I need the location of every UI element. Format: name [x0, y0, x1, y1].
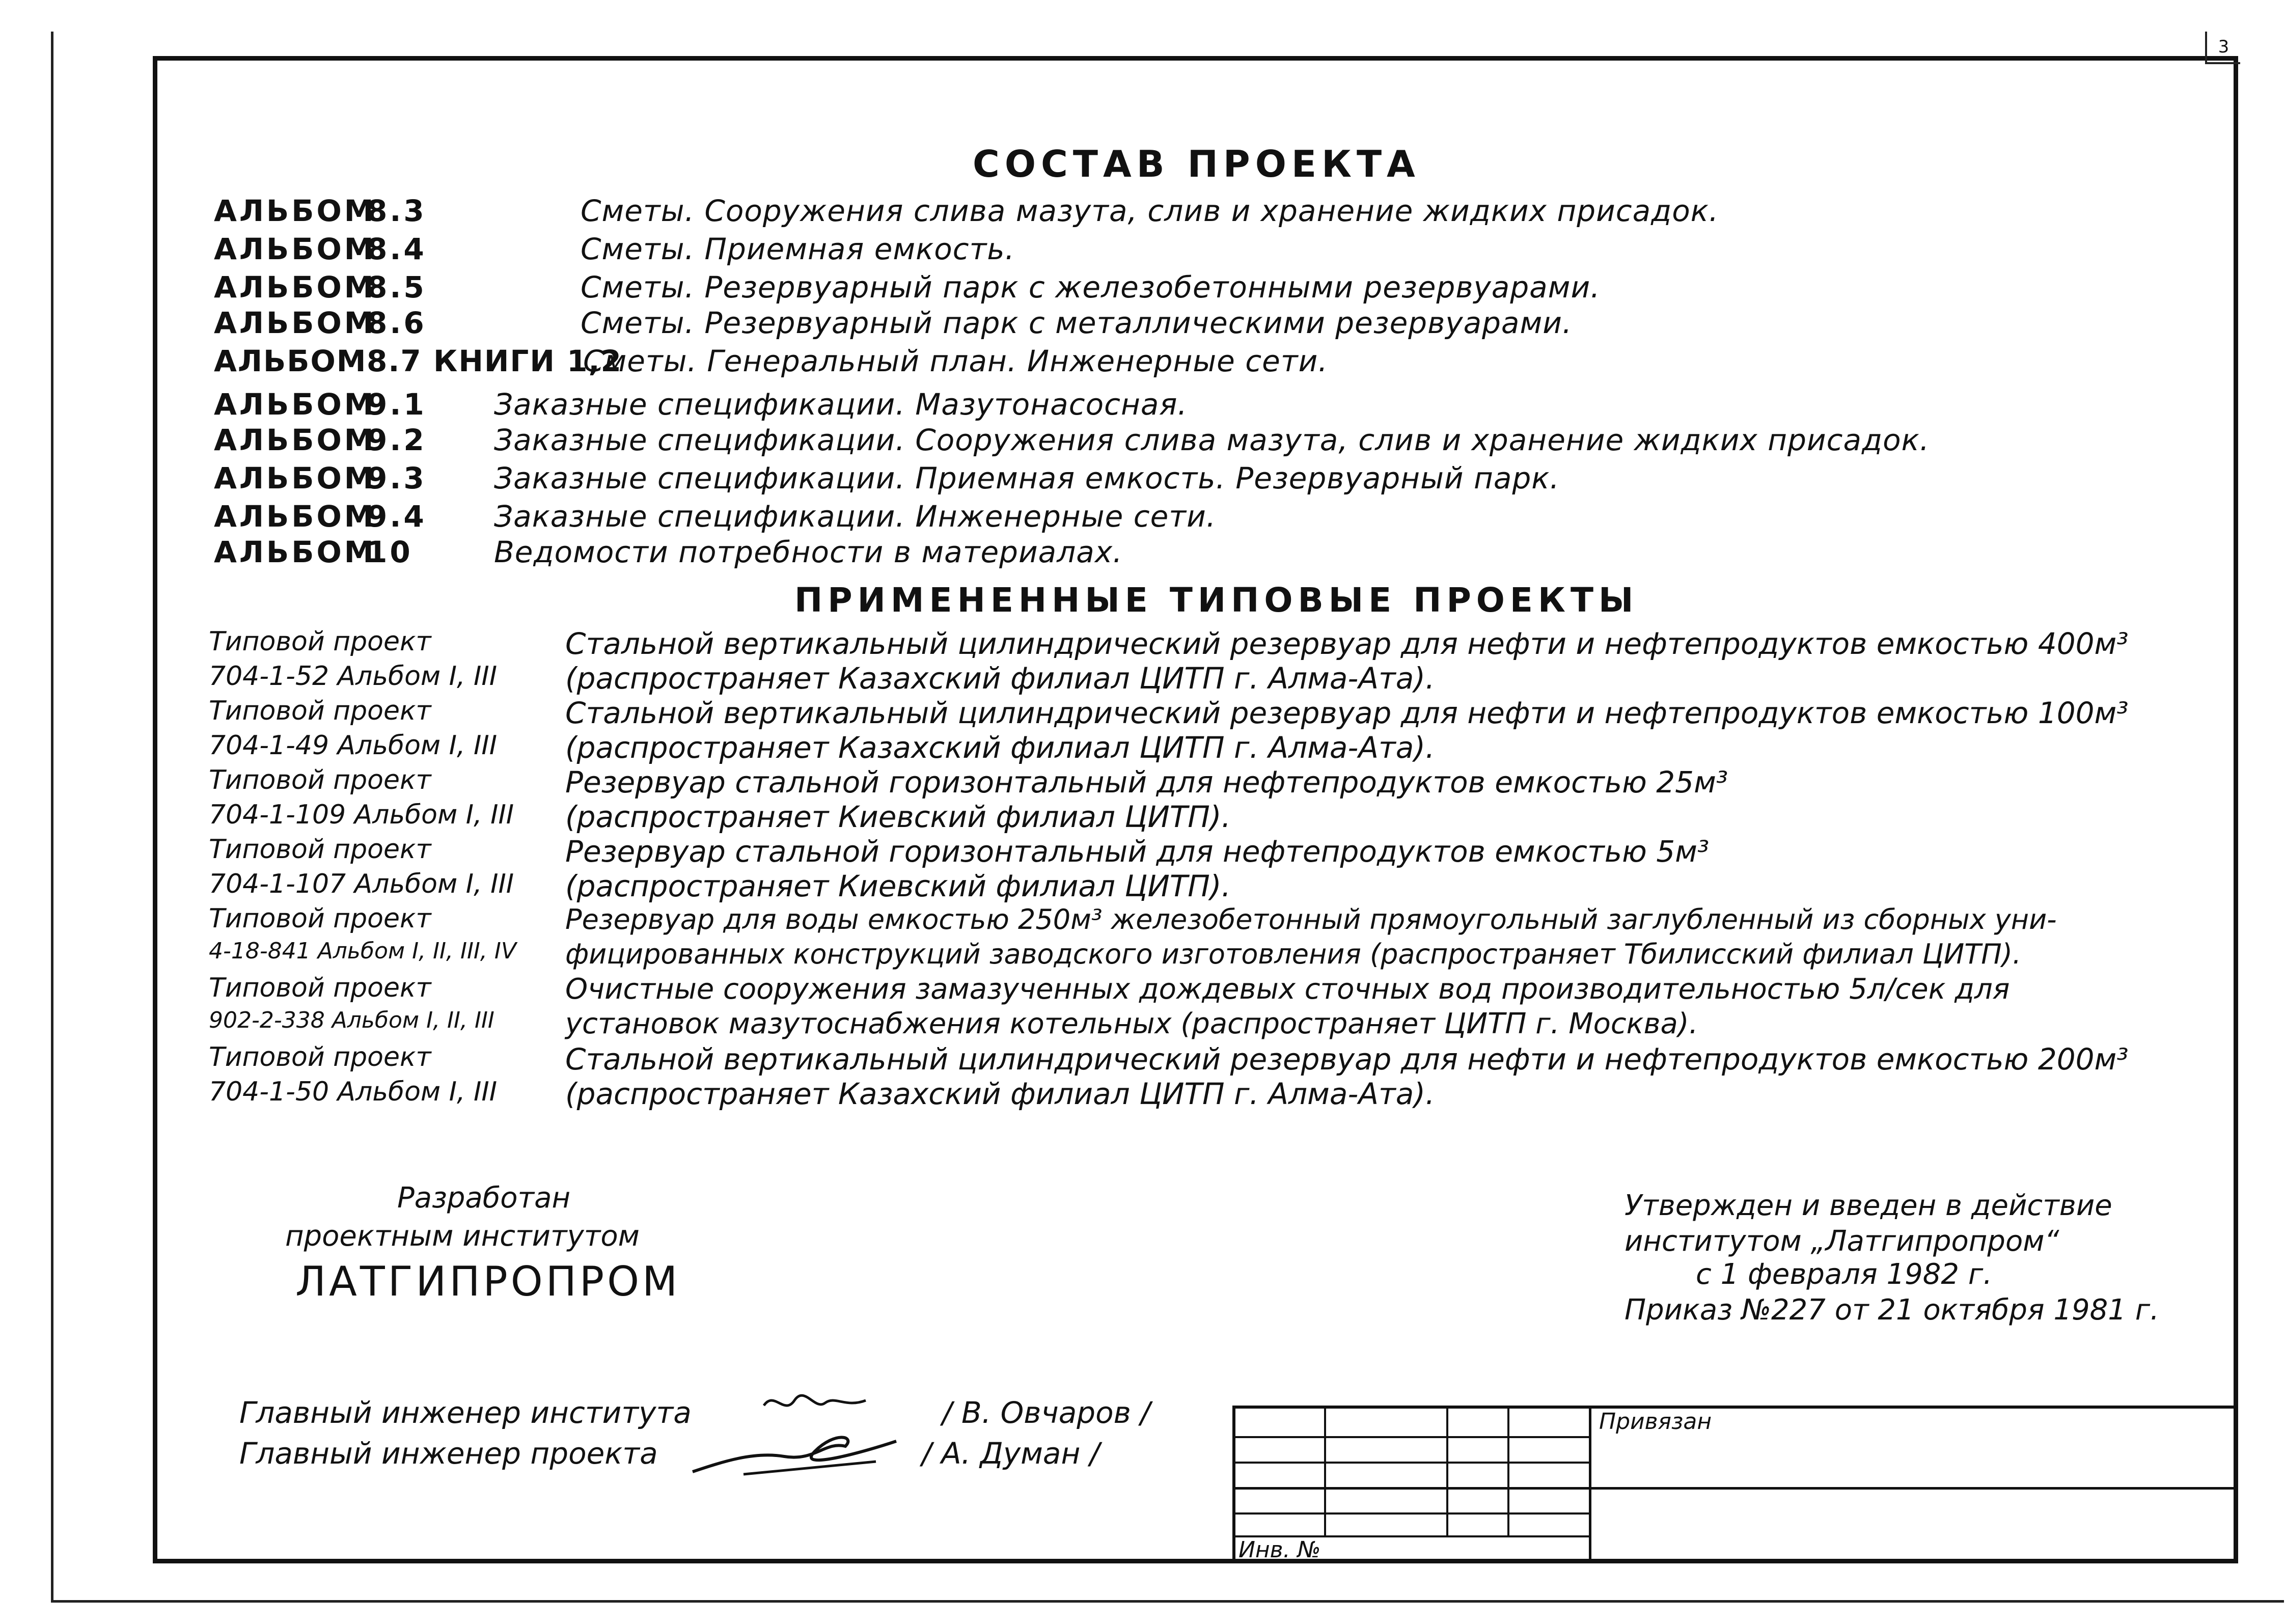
project-code: 902-2-338 Альбом I, II, III: [209, 1007, 494, 1033]
signature-mark: [693, 1438, 896, 1472]
album-content: Сметы. Резервуарный парк с металлическими резервуарами.: [581, 306, 1573, 340]
signature-mark: [744, 1462, 876, 1474]
project-label: Типовой проект: [209, 696, 431, 726]
signer-name: / А. Думан /: [922, 1436, 1100, 1471]
approval-line: Утвержден и введен в действие: [1625, 1189, 2112, 1222]
title-block-rule: [1232, 1487, 2238, 1490]
album-content: Заказные спецификации. Мазутонасосная.: [494, 387, 1188, 422]
title-block-rule: [1324, 1406, 1326, 1535]
title-block-rule: [1232, 1436, 1589, 1438]
project-description: Резервуар стальной горизонтальный для нефтепродуктов емкостью 25м³: [565, 765, 1728, 800]
project-code: 704-1-52 Альбом I, III: [209, 661, 498, 692]
chief-engineer-project-label: Главный инженер проекта: [239, 1436, 658, 1471]
album-row: АЛЬБОМ8.7 КНИГИ 1,2: [214, 344, 622, 378]
project-description: (распространяет Казахский филиал ЦИТП г. Алма-Ата).: [565, 661, 1435, 696]
signer-name: / В. Овчаров /: [942, 1395, 1150, 1430]
title-block-rule: [1446, 1406, 1448, 1535]
project-code: 704-1-50 Альбом I, III: [209, 1077, 498, 1107]
title-block-rule: [1589, 1406, 1591, 1563]
inventory-number-label: Инв. №: [1238, 1537, 1321, 1563]
project-code: 704-1-109 Альбом I, III: [209, 800, 514, 830]
project-description: (распространяет Казахский филиал ЦИТП г. Алма-Ата).: [565, 730, 1435, 765]
album-content: Сметы. Сооружения слива мазута, слив и хранение жидких присадок.: [581, 194, 1719, 228]
sheet-number: 3: [2205, 32, 2240, 64]
title-block-rule: [1232, 1512, 1589, 1515]
signature-scribbles: [682, 1385, 927, 1492]
project-code: 4-18-841 Альбом I, II, III, IV: [209, 938, 516, 964]
title-block-rule: [1232, 1406, 2238, 1409]
project-label: Типовой проект: [209, 903, 431, 934]
project-label: Типовой проект: [209, 765, 431, 795]
chief-engineer-institute-label: Главный инженер института: [239, 1395, 692, 1430]
developed-by-institute-label: проектным институтом: [285, 1220, 640, 1253]
album-content: Сметы. Приемная емкость.: [581, 232, 1015, 266]
developed-by-label: Разработан: [397, 1181, 571, 1215]
album-content: Заказные спецификации. Инженерные сети.: [494, 499, 1217, 534]
project-description: Резервуар для воды емкостью 250м³ железобетонный прямоугольный заглубленный из сборных уни-: [565, 903, 2057, 935]
approval-date: с 1 февраля 1982 г.: [1696, 1258, 1993, 1291]
tied-label: Привязан: [1599, 1409, 1712, 1435]
album-row: АЛЬБОМ8.5: [214, 270, 427, 305]
project-label: Типовой проект: [209, 626, 431, 657]
project-code: 704-1-107 Альбом I, III: [209, 869, 514, 899]
project-code: 704-1-49 Альбом I, III: [209, 730, 498, 761]
title-block-rule: [1507, 1406, 1509, 1535]
project-description: фицированных конструкций заводского изготовления (распространяет Тбилисский филиал ЦИТП).: [565, 938, 2022, 970]
album-row: АЛЬБОМ9.4: [214, 499, 427, 534]
project-description: (распространяет Киевский филиал ЦИТП).: [565, 800, 1231, 834]
composition-title: СОСТАВ ПРОЕКТА: [973, 143, 1420, 185]
title-block: [1232, 1406, 2238, 1563]
album-content: Заказные спецификации. Сооружения слива мазута, слив и хранение жидких присадок.: [494, 423, 1930, 457]
album-row: АЛЬБОМ10: [214, 535, 413, 569]
typical-projects-title: ПРИМЕНЕННЫЕ ТИПОВЫЕ ПРОЕКТЫ: [794, 581, 1639, 620]
title-block-rule: [1232, 1406, 1235, 1563]
project-description: (распространяет Киевский филиал ЦИТП).: [565, 869, 1231, 903]
project-description: Очистные сооружения замазученных дождевых сточных вод производительностью 5л/сек для: [565, 973, 2010, 1006]
album-row: АЛЬБОМ8.6: [214, 306, 427, 340]
project-description: установок мазутоснабжения котельных (распространяет ЦИТП г. Москва).: [565, 1007, 1698, 1040]
approval-line: институтом „Латгипропром“: [1625, 1225, 2059, 1258]
title-block-rule: [1232, 1462, 1589, 1464]
project-label: Типовой проект: [209, 973, 431, 1003]
project-label: Типовой проект: [209, 834, 431, 865]
album-row: АЛЬБОМ9.1: [214, 387, 427, 422]
album-content: Сметы. Генеральный план. Инженерные сети.: [583, 344, 1328, 378]
signature-mark: [764, 1395, 866, 1406]
album-row: АЛЬБОМ9.2: [214, 423, 427, 457]
album-content: Заказные спецификации. Приемная емкость. Резервуарный парк.: [494, 461, 1560, 496]
album-content: Сметы. Резервуарный парк с железобетонными резервуарами.: [581, 270, 1601, 305]
project-description: Стальной вертикальный цилиндрический резервуар для нефти и нефтепродуктов емкостью 200м³: [565, 1042, 2129, 1077]
project-description: (распространяет Казахский филиал ЦИТП г. Алма-Ата).: [565, 1077, 1435, 1111]
project-description: Стальной вертикальный цилиндрический резервуар для нефти и нефтепродуктов емкостью 400м³: [565, 626, 2129, 661]
project-description: Стальной вертикальный цилиндрический резервуар для нефти и нефтепродуктов емкостью 100м³: [565, 696, 2129, 730]
album-row: АЛЬБОМ8.4: [214, 232, 427, 266]
project-label: Типовой проект: [209, 1042, 431, 1072]
institute-name: ЛАТГИПРОПРОМ: [295, 1258, 681, 1305]
approval-order: Приказ №227 от 21 октября 1981 г.: [1625, 1293, 2159, 1327]
album-row: АЛЬБОМ8.3: [214, 194, 427, 228]
album-content: Ведомости потребности в материалах.: [494, 535, 1123, 569]
project-description: Резервуар стальной горизонтальный для нефтепродуктов емкостью 5м³: [565, 834, 1710, 869]
album-row: АЛЬБОМ9.3: [214, 461, 427, 496]
